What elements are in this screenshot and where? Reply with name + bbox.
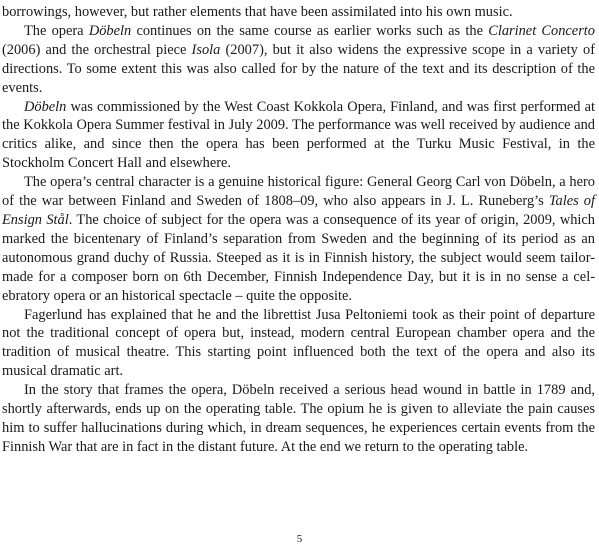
text-run: continues on the same course as earlier works such as the [131, 22, 489, 39]
italic-title: Clarinet Concerto [488, 22, 595, 39]
paragraph-4 [2, 173, 595, 305]
paragraph-1 [2, 3, 595, 22]
paragraph-5 [2, 306, 595, 382]
text-run: . The choice of subject for the opera was a consequence of its year of origin, 2009, which marked the bicentenary of Finland’s separation from Sweden and the beginning of its period as an autonomous grand duchy of Russia. Steeped as it is in Finnish history, the subject would seem tailor-made for a composer born on 6th December, Finnish Independence Day, but it is in no sense a celebratory opera or an historical spectacle – quite the opposite. [2, 211, 596, 304]
text-run: The opera’s central character is a genuine historical figure: General Georg Carl von Döbeln, a hero of the war between Finland and Sweden of 1808–09, who also appears in J. L. Runeberg’s [2, 174, 595, 210]
body-text [2, 3, 595, 457]
page-number: 5 [296, 533, 303, 545]
italic-title: Döbeln [24, 98, 67, 115]
text-run: (2007), but it also widens the expressive scope in a variety of directions. To some extent this was also called for by the nature of the text and its description of the events. [2, 41, 595, 96]
text-run: In the story that frames the opera, Döbeln received a serious head wound in battle in 1789 and, shortly afterwards, ends up on the operating table. The opium he is given to alleviate the pain causes him to suffer hallucinations during which, in dream sequences, he experiences certain events from the Finnish War that are in fact in the distant future. At the end we return to the operating table. [2, 382, 595, 455]
text-run: borrowings, however, but rather elements that have been assimilated into his own music. [2, 4, 513, 20]
text-run: The opera [24, 22, 89, 39]
italic-title: Tales of Ensign Stål [2, 193, 595, 228]
italic-title: Döbeln [88, 22, 132, 39]
text-run: Fagerlund has explained that he and the librettist Jusa Peltoniemi took as their point of departure not the traditional concept of opera but, instead, modern central European chamber opera and the tradition of musical theatre. This starting point influenced both the text of the opera and also its musical dramatic art. [2, 306, 595, 380]
text-run: (2006) and the orchestral piece [2, 41, 192, 58]
paragraph-6 [2, 381, 595, 457]
paragraph-2 [2, 22, 595, 98]
text-run: was commissioned by the West Coast Kokkola Opera, Finland, and was first performed at the Kokkola Opera Summer festival in July 2009. The performance was well received by audience and critics alike, and since then the opera has been performed at the Turku Music Festival, in the Stockholm Concert Hall and elsewhere. [2, 98, 595, 172]
italic-title: Isola [191, 41, 221, 58]
paragraph-3 [2, 98, 595, 174]
